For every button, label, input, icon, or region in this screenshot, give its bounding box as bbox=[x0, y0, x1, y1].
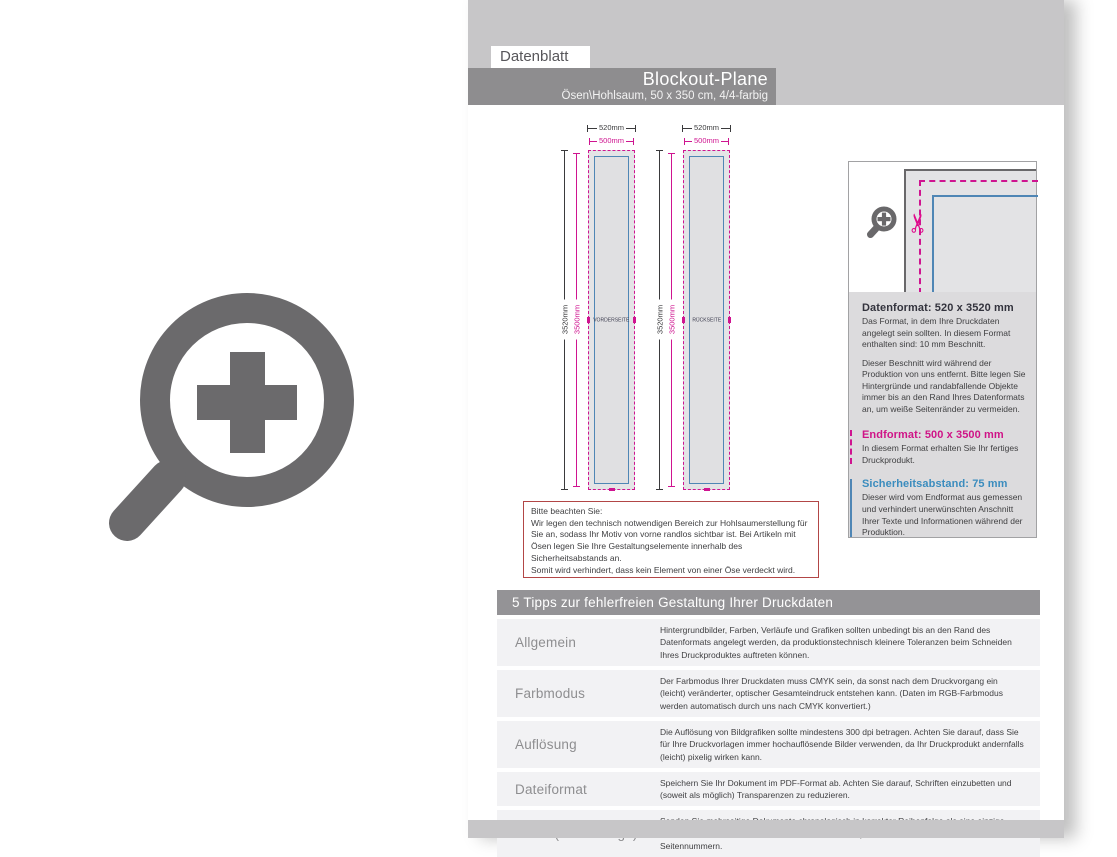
dim-back-height-outer-label: 3520mm bbox=[656, 300, 665, 340]
sicherheitsabstand-section bbox=[862, 478, 1028, 538]
panel-front bbox=[588, 150, 635, 490]
endformat-heading: Endformat: 500 x 3500 mm bbox=[862, 429, 1004, 442]
dim-line bbox=[721, 141, 728, 142]
eyelet-marker bbox=[704, 488, 710, 491]
panel-back-label: RÜCKSEITE bbox=[692, 317, 721, 323]
dim-label: 520mm bbox=[694, 123, 720, 132]
tips-row-label: Auflösung bbox=[515, 736, 577, 752]
panel-front-safety-area bbox=[594, 156, 629, 484]
dim-back-width-inner bbox=[684, 137, 729, 145]
dim-line bbox=[590, 141, 597, 142]
dim-line bbox=[685, 141, 692, 142]
dim-label: 520mm bbox=[599, 123, 625, 132]
dim-line bbox=[626, 128, 635, 129]
footer-band bbox=[468, 820, 1064, 838]
datenformat-section bbox=[862, 302, 1028, 415]
tips-row-aufloesung bbox=[497, 721, 1040, 768]
eyelet-marker bbox=[682, 317, 685, 323]
eyelet-marker bbox=[609, 488, 615, 491]
dim-back-width-outer bbox=[682, 124, 731, 132]
datenformat-text-1: Das Format, in dem Ihre Druckdaten angelegt sein sollten. In diesem Format enthalten sind: 10 mm Beschnitt. bbox=[862, 316, 1011, 350]
tips-row-text: Speichern Sie Ihr Dokument im PDF-Format ab. Achten Sie darauf, Schriften einzubetten und (soweit als möglich) Transparenzen zu reduzieren. bbox=[660, 777, 1012, 801]
datenformat-text-2: Dieser Beschnitt wird während der Produktion von uns entfernt. Bitte legen Sie Hintergründe und randabfallende Objekte immer bis an den Rand Ihres Datenformats an, um weiße Seitenränder zu vermeiden. bbox=[862, 357, 1026, 414]
endformat-section bbox=[862, 429, 1028, 466]
tips-row-farbmodus bbox=[497, 670, 1040, 717]
page-title: Blockout-Plane bbox=[642, 69, 768, 89]
sicherheitsabstand-heading: Sicherheitsabstand: 75 mm bbox=[862, 478, 1008, 491]
datenblatt-tab: Datenblatt bbox=[491, 46, 590, 68]
eyelet-marker bbox=[728, 317, 731, 323]
safety-legend-line bbox=[850, 479, 852, 536]
tips-row-text: Der Farbmodus Ihrer Druckdaten muss CMYK sein, da sonst nach dem Druckvorgang ein (leicht) veränderter, optischer Gesamteindruck entstehen kann. (Daten im RGB-Farbmodus werden automatisch durch uns nach CMYK konvertiert.) bbox=[660, 675, 1003, 711]
tips-row-label: Dateiformat bbox=[515, 781, 587, 797]
zoom-in-icon[interactable] bbox=[100, 280, 400, 560]
note-footer: Somit wird verhindert, dass kein Element von einer Öse verdeckt wird. bbox=[531, 564, 796, 575]
tips-row-allgemein bbox=[497, 619, 1040, 666]
dim-front-width-outer bbox=[587, 124, 636, 132]
dim-back-height-inner-label: 3500mm bbox=[668, 300, 677, 340]
corner-detail-illustration bbox=[849, 162, 1036, 292]
dim-line bbox=[721, 128, 730, 129]
eyelet-marker bbox=[633, 317, 636, 323]
panel-back-safety-area bbox=[689, 156, 724, 484]
scissors-icon: ✂ bbox=[902, 212, 933, 234]
sicherheitsabstand-text: Dieser wird vom Endformat aus gemessen und verhindert unerwünschten Anschnitt Ihrer Texte und Informationen während der Produktion. bbox=[862, 492, 1023, 538]
format-info-panel bbox=[848, 161, 1037, 538]
datenformat-heading: Datenformat: 520 x 3520 mm bbox=[862, 302, 1014, 314]
tips-header: 5 Tipps zur fehlerfreien Gestaltung Ihrer Druckdaten bbox=[497, 590, 1040, 615]
dim-line bbox=[588, 128, 597, 129]
datasheet-page bbox=[468, 0, 1064, 852]
panel-front-label: VORDERSEITE bbox=[593, 317, 630, 323]
tips-row-dateiformat bbox=[497, 772, 1040, 807]
page-subtitle: Ösen\Hohlsaum, 50 x 350 cm, 4/4-farbig bbox=[561, 90, 768, 102]
dim-front-width-inner bbox=[589, 137, 634, 145]
format-info-texts bbox=[849, 292, 1036, 537]
tips-row-label: Allgemein bbox=[515, 634, 577, 650]
tips-row-label: Farbmodus bbox=[515, 685, 586, 701]
note-title: Bitte beachten Sie: bbox=[531, 506, 603, 516]
tips-row-text: Die Auflösung von Bildgrafiken sollte mindestens 300 dpi betragen. Achten Sie darauf, dass Sie für Ihre Druckvorlagen immer hochauflösende Bilder verwenden, da Ihr Druckprodukt andernfalls (leicht) pixelig wirken kann. bbox=[660, 726, 1024, 762]
tips-row-text: Hintergrundbilder, Farben, Verläufe und Grafiken sollten unbedingt bis an den Rand des Datenformats angelegt werden, da produktionstechnisch kleinere Toleranzen beim Schneiden Ihres Druckproduktes auftreten können. bbox=[660, 625, 1012, 660]
safety-margin-line bbox=[932, 195, 1038, 294]
zoom-detail-icon bbox=[865, 204, 905, 244]
tips-row-text: Seitennummern. bbox=[660, 841, 723, 852]
note-box bbox=[523, 501, 819, 578]
dim-line bbox=[683, 128, 692, 129]
dim-front-height-inner-label: 3500mm bbox=[573, 300, 582, 340]
endformat-text: In diesem Format erhalten Sie Ihr fertiges Druckprodukt. bbox=[862, 443, 1019, 465]
note-body: Wir legen den technisch notwendigen Bereich zur Hohlsaumerstellung für Sie an, sodass Ihr Motiv von vorne randlos sichtbar ist. Bei Artikeln mit Ösen legen Sie Ihre Gestaltungselemente innerhalb des Sicherheitsabstands an. bbox=[531, 517, 808, 563]
dim-label: 500mm bbox=[694, 136, 720, 145]
endformat-legend-line bbox=[850, 430, 852, 464]
title-bar bbox=[468, 68, 776, 105]
dim-line bbox=[626, 141, 633, 142]
dim-label: 500mm bbox=[599, 136, 625, 145]
dim-front-height-outer-label: 3520mm bbox=[561, 300, 570, 340]
panel-back bbox=[683, 150, 730, 490]
eyelet-marker bbox=[587, 317, 590, 323]
